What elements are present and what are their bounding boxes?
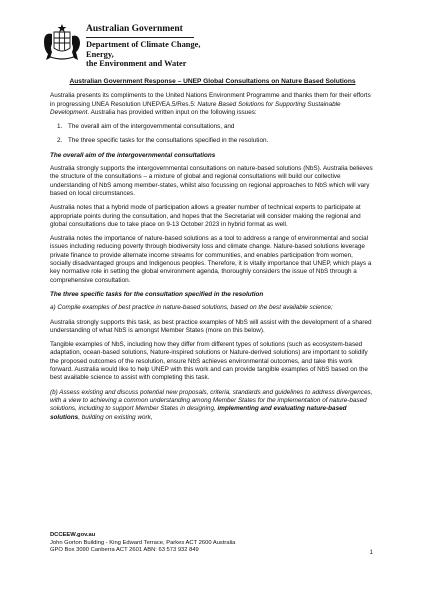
issues-list [50, 123, 375, 146]
section1-paragraph-3: Australia notes the importance of nature-based solutions as a tool to address a range of environmental and social issues including reducing poverty through biodiversity loss and climate change. Nature-based solutions leverage private finance to provide alternate income streams for communities, and enables participation from women, socially disadvantaged groups and Indigenous peoples. Therefore, it is vitally importance that UNEP, which plays a key normative role in setting the global environment agenda, thoroughly considers the issue of NbS through a comprehensive consultation. [50, 235, 372, 284]
intro-paragraph [50, 92, 375, 117]
letterhead [40, 22, 260, 68]
page-number: 1 [369, 550, 373, 556]
government-name: Australian Government [86, 24, 183, 34]
intro-text-b: . Australia has provided written input on the following issues: [87, 108, 257, 116]
document-title: Australian Government Response – UNEP Global Consultations on Nature Based Solutions [69, 78, 356, 85]
header-rule [86, 37, 194, 38]
intro-text-a: Australia presents its compliments to the United Nations Environment Programme and thanks them for their efforts in progressing UNEA Resolution UNEP/EA.5/Res.5: [50, 92, 371, 108]
footer-address: John Gorton Building - King Edward Terrace, Parkes ACT 2600 Australia [50, 539, 236, 546]
document-body [50, 78, 375, 428]
section-heading-overall-aim: The overall aim of the intergovernmental consultations [50, 151, 216, 159]
department-line-1: Department of Climate Change, Energy, [86, 40, 201, 59]
department-line-2: the Environment and Water [86, 59, 187, 68]
coat-of-arms-icon [40, 22, 84, 64]
section1-paragraph-1: Australia strongly supports the intergovernmental consultations on nature-based solutions (NbS). Australia believes the structure of the consultations – a mixture of global and regional consultations will build our collective understanding of NbS among member-states, whilst also focussing on regional approaches to NbS which will vary based on local circumstances. [50, 165, 373, 197]
footer-postal: GPO Box 3090 Canberra ACT 2601 ABN: 63 573 932 849 [50, 547, 199, 554]
issue-item-1: 1. The overall aim of the intergovernmental consultations, and [64, 123, 375, 131]
task-a-statement: a) Compile examples of best practice in nature-based solutions, based on the best available science; [50, 304, 333, 312]
footer [50, 532, 375, 555]
department-name [86, 40, 216, 69]
issue-item-2: 2. The three specific tasks for the consultations specified in the resolution. [64, 137, 375, 145]
task-b-bold-text: implementing and evaluating nature-based solutions [50, 405, 347, 421]
task-b-statement [50, 389, 375, 422]
task-b-italic-text: (b) Assess existing and discuss potential new proposals, criteria, standards and guidelines to address divergences, with a view to achieving a common understanding among Member States for the implementation of nature-based solutions, including to support Member States in designing, [50, 388, 373, 413]
section-heading-specific-tasks: The three specific tasks for the consultation specified in the resolution [50, 290, 264, 298]
section1-paragraph-2: Australia notes that a hybrid mode of participation allows a greater number of technical experts to participate at appropriate points during the consultation, and hopes that the Secretariat will consider making the regional and global consultations due to take place on 9-13 October 2023 in hybrid format as well. [50, 204, 361, 228]
section2-paragraph-2: Tangible examples of NbS, including how they differ from different types of solutions (such as ecosystem-based adaptation, ocean-based solutions, Nature-inspired solutions or Nature-derived solutions) are important to solidify the proposed outcomes of the resolution, ensure NbS achieves environmental outcomes, and take this work forward. Australia would like to help UNEP with this work and can provide tangible examples of NbS based on the best available science to assist with completing this task. [50, 341, 368, 382]
intro-resolution-title: Nature Based Solutions for Supporting Sustainable Development [50, 100, 341, 116]
footer-website: DCCEEW.gov.au [50, 532, 96, 538]
task-b-end-text: , building on existing work, [78, 413, 153, 421]
section2-paragraph-1: Australia strongly supports this task, as best practice examples of NbS will assist with the development of a shared understanding of what NbS is amongst Member States (more on this below). [50, 318, 372, 334]
